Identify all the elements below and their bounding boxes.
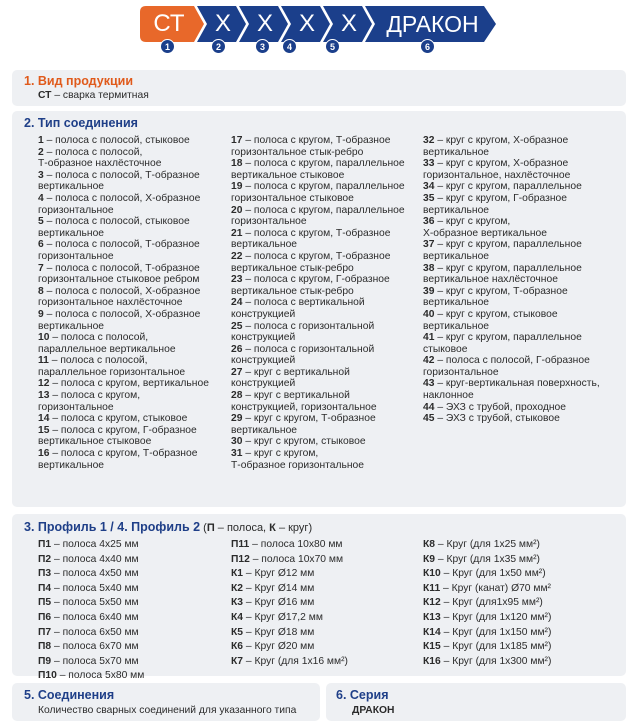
profile-code: П8 bbox=[38, 641, 52, 653]
connection-type-desc: – круг с кругом, параллельное вертикальное нахлёсточное bbox=[423, 262, 582, 286]
connection-type-code: 30 bbox=[231, 436, 243, 448]
profile-code: К9 bbox=[423, 553, 436, 565]
connection-type-desc: – круг с кругом, параллельное bbox=[434, 181, 582, 193]
profile-code: П12 bbox=[231, 553, 250, 565]
profile-desc: – Круг Ø14 мм bbox=[243, 582, 315, 594]
connection-type-desc: – полоса с кругом, Т-образное вертикальное стык-ребро bbox=[231, 250, 391, 274]
profile-item bbox=[38, 611, 144, 626]
connection-type-desc: – ЭХЗ с трубой, проходное bbox=[434, 401, 566, 413]
connection-type-code: 12 bbox=[38, 378, 50, 390]
connection-type-item bbox=[231, 344, 426, 367]
connection-type-code: 34 bbox=[423, 181, 435, 193]
profile-desc: – Круг (для 1х35 мм²) bbox=[435, 553, 540, 565]
profile-item bbox=[231, 626, 348, 641]
connection-type-code: 28 bbox=[231, 390, 243, 402]
profile-item bbox=[38, 655, 144, 670]
profile-item bbox=[423, 538, 551, 553]
profile-desc: – полоса 5х50 мм bbox=[51, 597, 139, 609]
profile-desc: – полоса 5х40 мм bbox=[51, 582, 139, 594]
profile-item bbox=[231, 655, 348, 670]
profile-code: К12 bbox=[423, 597, 441, 609]
profile-code: П3 bbox=[38, 568, 52, 580]
connection-type-desc: – круг с вертикальной конструкцией, горизонтальное bbox=[231, 390, 377, 413]
connection-type-code: 13 bbox=[38, 390, 50, 402]
segment-number-5: 5 bbox=[325, 39, 340, 54]
connection-type-code: 9 bbox=[38, 308, 44, 320]
connections-desc: Количество сварных соединений для указанного типа bbox=[38, 705, 297, 716]
connection-type-desc: – круг с кругом, параллельное вертикальное bbox=[423, 239, 582, 262]
segment-number-1: 1 bbox=[160, 39, 175, 54]
connection-type-code: 42 bbox=[423, 355, 435, 367]
connection-type-item bbox=[38, 216, 238, 239]
connection-type-item bbox=[231, 205, 426, 228]
connection-type-code: 2 bbox=[38, 146, 44, 158]
profile-desc: – Круг Ø18 мм bbox=[243, 626, 315, 638]
connection-type-desc: – полоса с кругом, стыковое bbox=[49, 413, 188, 425]
connections-panel bbox=[12, 683, 320, 721]
connection-type-code: 17 bbox=[231, 135, 243, 146]
profile-column-2 bbox=[231, 538, 348, 669]
profile-item bbox=[423, 640, 551, 655]
profile-item bbox=[423, 567, 551, 582]
connection-type-code: 35 bbox=[423, 192, 435, 204]
profile-code: К14 bbox=[423, 626, 441, 638]
profile-code: П9 bbox=[38, 655, 52, 667]
connection-type-item bbox=[423, 413, 623, 425]
connection-type-code: 5 bbox=[38, 216, 44, 228]
connection-type-item bbox=[231, 181, 426, 204]
connection-type-desc: – круг с кругом, Т-образное горизонтальное bbox=[231, 448, 364, 471]
profile-code: П4 bbox=[38, 582, 52, 594]
connection-type-item bbox=[423, 286, 623, 309]
connection-type-item bbox=[231, 135, 426, 158]
profile-item bbox=[423, 611, 551, 626]
profile-code: П1 bbox=[38, 539, 52, 550]
connection-type-title: 2. Тип соединения bbox=[24, 116, 138, 130]
profile-desc: – Круг Ø17,2 мм bbox=[243, 611, 323, 623]
connection-type-desc: – круг с кругом, Т-образное вертикальное bbox=[423, 285, 568, 309]
connection-type-code: 8 bbox=[38, 285, 44, 297]
connection-type-item bbox=[231, 390, 426, 413]
connection-type-item bbox=[423, 239, 623, 262]
connection-type-item bbox=[231, 367, 426, 390]
connection-type-code: 38 bbox=[423, 262, 435, 274]
profile-desc: – Круг (для 1х16 мм²) bbox=[243, 655, 348, 667]
connection-type-item bbox=[423, 216, 623, 239]
series-value: ДРАКОН bbox=[352, 705, 395, 716]
profile-desc: – Круг (для 1х150 мм²) bbox=[440, 626, 552, 638]
connection-type-desc: – полоса с вертикальной конструкцией bbox=[231, 297, 365, 320]
profile-desc: – полоса 6х70 мм bbox=[51, 641, 139, 653]
profile-desc: – полоса 10х70 мм bbox=[249, 553, 344, 565]
profile-item bbox=[231, 640, 348, 655]
connection-type-desc: – полоса с кругом, горизонтальное bbox=[38, 390, 141, 413]
connection-type-desc: – круг с кругом, Х-образное горизонтальное, нахлёсточное bbox=[423, 158, 571, 181]
profile-item bbox=[423, 553, 551, 568]
profile-title-line bbox=[24, 520, 312, 534]
profile-desc: – полоса 4х25 мм bbox=[51, 539, 139, 550]
connection-type-desc: – круг с кругом, Г-образное вертикальное bbox=[423, 192, 567, 216]
profile-desc: – полоса 5х70 мм bbox=[51, 655, 139, 667]
connection-type-desc: – полоса с полосой, Т-образное горизонтальное bbox=[38, 239, 200, 262]
profile-item bbox=[231, 538, 348, 553]
connection-type-item bbox=[38, 239, 238, 262]
profile-column-3 bbox=[423, 538, 551, 669]
profile-item bbox=[423, 596, 551, 611]
profile-desc: – полоса 10х80 мм bbox=[249, 539, 343, 550]
connection-type-code: 6 bbox=[38, 239, 44, 251]
profile-code: К2 bbox=[231, 582, 244, 594]
connection-type-code: 16 bbox=[38, 448, 50, 460]
connection-type-desc: – полоса с кругом, параллельное горизонтальное bbox=[231, 204, 405, 228]
connection-type-desc: – полоса с полосой, Х-образное горизонтальное bbox=[38, 192, 201, 216]
product-type-line bbox=[38, 90, 149, 102]
connection-type-desc: – ЭХЗ с трубой, стыковое bbox=[434, 413, 560, 425]
profile-desc: – полоса 6х40 мм bbox=[51, 611, 139, 623]
connection-type-code: 32 bbox=[423, 135, 435, 146]
connection-type-desc: – полоса с горизонтальной конструкцией bbox=[231, 320, 375, 344]
connection-type-desc: – полоса с кругом, параллельное горизонтальное стыковое bbox=[231, 181, 405, 204]
profile-code: К6 bbox=[231, 641, 244, 653]
connection-type-code: 3 bbox=[38, 169, 44, 181]
connection-type-item bbox=[423, 332, 623, 355]
profile-legend bbox=[200, 522, 312, 534]
connection-type-item bbox=[38, 147, 238, 170]
profile-code: К16 bbox=[423, 655, 441, 667]
connection-type-item bbox=[231, 297, 426, 320]
profile-desc: – полоса 4х40 мм bbox=[51, 553, 139, 565]
connection-column-1 bbox=[38, 135, 238, 471]
connection-type-item bbox=[38, 170, 238, 193]
connection-type-panel bbox=[12, 111, 626, 507]
connection-type-item bbox=[231, 436, 426, 448]
connection-type-code: 29 bbox=[231, 413, 243, 425]
legend-p: П bbox=[206, 522, 215, 534]
segment-number-6: 6 bbox=[420, 39, 435, 54]
profile-desc: – Круг (для 1х50 мм²) bbox=[440, 568, 546, 580]
profile-desc: – Круг (для 1х185 мм²) bbox=[440, 641, 552, 653]
connection-type-code: 20 bbox=[231, 204, 243, 216]
connection-type-code: 24 bbox=[231, 297, 243, 309]
connection-type-code: 26 bbox=[231, 343, 243, 355]
profile-desc: – Круг Ø16 мм bbox=[243, 597, 315, 609]
profile-column-1 bbox=[38, 538, 144, 684]
connection-type-code: 39 bbox=[423, 285, 435, 297]
profile-item bbox=[38, 640, 144, 655]
connection-type-item bbox=[38, 135, 238, 147]
connection-type-item bbox=[38, 413, 238, 425]
connection-type-item bbox=[423, 158, 623, 181]
profile-code: П5 bbox=[38, 597, 52, 609]
profile-code: К13 bbox=[423, 611, 441, 623]
profile-code: К4 bbox=[231, 611, 244, 623]
connection-type-code: 11 bbox=[38, 355, 49, 367]
profile-item bbox=[423, 626, 551, 641]
connection-type-item bbox=[423, 193, 623, 216]
connection-type-code: 27 bbox=[231, 366, 243, 378]
connection-type-desc: – полоса с полосой, Г-образное горизонтальное bbox=[423, 355, 590, 378]
connection-type-code: 23 bbox=[231, 274, 243, 286]
connection-type-item bbox=[423, 378, 623, 401]
connection-type-code: 36 bbox=[423, 216, 435, 228]
profile-code: К10 bbox=[423, 568, 441, 580]
segment-number-3: 3 bbox=[255, 39, 270, 54]
product-type-title: 1. Вид продукции bbox=[24, 74, 134, 88]
profile-code: К7 bbox=[231, 655, 244, 667]
segment-label-6: ДРАКОН bbox=[386, 10, 479, 37]
connection-type-code: 40 bbox=[423, 308, 435, 320]
legend-k: К bbox=[269, 522, 276, 534]
connection-type-item bbox=[38, 390, 238, 413]
connection-type-desc: – полоса с горизонтальной конструкцией bbox=[231, 343, 375, 367]
connection-type-desc: – круг с вертикальной конструкцией bbox=[231, 366, 350, 390]
profile-item bbox=[231, 582, 348, 597]
connection-type-desc: – полоса с кругом, Т-образное вертикальное bbox=[231, 227, 391, 251]
connection-type-desc: – полоса с кругом, параллельное вертикальное стыковое bbox=[231, 158, 405, 181]
product-type-code: СТ bbox=[38, 90, 52, 101]
connection-type-desc: – круг с кругом, стыковое bbox=[242, 436, 366, 448]
profile-desc: – Круг (для1х95 мм²) bbox=[440, 597, 543, 609]
connection-type-item bbox=[231, 158, 426, 181]
connection-type-item bbox=[423, 135, 623, 158]
profile-item bbox=[423, 582, 551, 597]
connection-type-item bbox=[38, 448, 238, 471]
connection-column-3 bbox=[423, 135, 623, 425]
connection-type-code: 7 bbox=[38, 262, 44, 274]
profile-code: К11 bbox=[423, 582, 441, 594]
profile-desc: – полоса 5х80 мм bbox=[56, 670, 145, 682]
series-panel bbox=[326, 683, 626, 721]
connection-type-desc: – полоса с полосой, Х-образное горизонтальное нахлёсточное bbox=[38, 285, 201, 309]
connection-type-item bbox=[38, 286, 238, 309]
profile-desc: – полоса 4х50 мм bbox=[51, 568, 139, 580]
product-type-panel bbox=[12, 70, 626, 106]
connection-type-code: 25 bbox=[231, 320, 243, 332]
connection-type-item bbox=[423, 181, 623, 193]
profile-item bbox=[38, 669, 144, 684]
connection-type-desc: – полоса с полосой, Х-образное вертикальное bbox=[38, 308, 201, 332]
connection-column-2 bbox=[231, 135, 426, 471]
profile-item bbox=[423, 655, 551, 670]
connection-type-desc: – полоса с полосой, стыковое вертикальное bbox=[38, 216, 190, 239]
connection-type-code: 33 bbox=[423, 158, 435, 170]
profile-desc: – Круг Ø20 мм bbox=[243, 641, 315, 653]
profile-code: К3 bbox=[231, 597, 244, 609]
connection-type-code: 19 bbox=[231, 181, 243, 193]
profile-code: К1 bbox=[231, 568, 244, 580]
connection-type-item bbox=[38, 193, 238, 216]
connection-type-desc: – полоса с полосой, Т-образное горизонтальное стыковое ребром bbox=[38, 262, 200, 286]
connection-type-code: 31 bbox=[231, 448, 243, 460]
profile-desc: – Круг (для 1х120 мм²) bbox=[440, 611, 552, 623]
legend-mid: – полоса, bbox=[214, 522, 270, 534]
segment-number-2: 2 bbox=[211, 39, 226, 54]
connection-type-desc: – полоса с полосой, параллельное вертикальное bbox=[38, 332, 176, 355]
connection-type-code: 18 bbox=[231, 158, 243, 170]
connection-type-desc: – круг-вертикальная поверхность, наклонное bbox=[423, 378, 600, 402]
segment-label-1: СТ bbox=[153, 10, 185, 37]
connection-type-item bbox=[231, 321, 426, 344]
connection-type-code: 43 bbox=[423, 378, 435, 390]
segment-number-4: 4 bbox=[282, 39, 297, 54]
profile-item bbox=[38, 567, 144, 582]
connection-type-item bbox=[38, 332, 238, 355]
profile-desc: – Круг (канат) Ø70 мм² bbox=[440, 582, 551, 594]
profile-item bbox=[38, 553, 144, 568]
connection-type-item bbox=[231, 448, 426, 471]
connection-type-desc: – круг с кругом, Х-образное вертикальное bbox=[423, 216, 547, 239]
profile-panel bbox=[12, 514, 626, 682]
profile-item bbox=[38, 582, 144, 597]
connection-type-item bbox=[231, 251, 426, 274]
profile-desc: – Круг Ø12 мм bbox=[243, 568, 315, 580]
connection-type-code: 14 bbox=[38, 413, 50, 425]
segment-label-3: X bbox=[256, 10, 273, 37]
connection-type-desc: – круг с кругом, стыковое вертикальное bbox=[423, 308, 558, 332]
connection-type-desc: – полоса с кругом, Т-образное вертикальное bbox=[38, 448, 198, 471]
connection-type-item bbox=[38, 355, 238, 378]
connection-type-item bbox=[38, 309, 238, 332]
connection-type-desc: – полоса с полосой, Т-образное нахлёсточное bbox=[38, 146, 162, 170]
legend-close: – круг) bbox=[275, 522, 313, 534]
profile-item bbox=[231, 567, 348, 582]
profile-code: П6 bbox=[38, 611, 52, 623]
profile-code: П2 bbox=[38, 553, 52, 565]
segment-label-5: X bbox=[340, 10, 357, 37]
profile-item bbox=[231, 611, 348, 626]
product-code-header bbox=[0, 0, 637, 68]
connection-type-code: 4 bbox=[38, 192, 44, 204]
connection-type-code: 22 bbox=[231, 250, 243, 262]
profile-desc: – Круг (для 1х25 мм²) bbox=[435, 539, 540, 550]
profile-desc: – Круг (для 1х300 мм²) bbox=[440, 655, 552, 667]
connection-type-item bbox=[231, 274, 426, 297]
connection-type-code: 44 bbox=[423, 401, 435, 413]
connection-type-code: 10 bbox=[38, 332, 50, 344]
connection-type-desc: – полоса с полосой, Т-образное вертикальное bbox=[38, 169, 200, 193]
connection-type-item bbox=[38, 378, 238, 390]
connection-type-desc: – полоса с полосой, стыковое bbox=[43, 135, 190, 146]
profile-desc: – полоса 6х50 мм bbox=[51, 626, 139, 638]
connection-type-code: 45 bbox=[423, 413, 435, 425]
connection-type-item bbox=[38, 425, 238, 448]
profile-code: П7 bbox=[38, 626, 52, 638]
connection-type-desc: – круг с кругом, Т-образное вертикальное bbox=[231, 413, 376, 436]
connection-type-code: 21 bbox=[231, 227, 243, 239]
connection-type-item bbox=[423, 309, 623, 332]
connection-type-item bbox=[423, 355, 623, 378]
connection-type-desc: – полоса с кругом, Т-образное горизонтальное стык-ребро bbox=[231, 135, 391, 158]
profile-code: К5 bbox=[231, 626, 244, 638]
segment-label-4: X bbox=[298, 10, 315, 37]
profile-code: П10 bbox=[38, 670, 57, 682]
connection-type-desc: – полоса с полосой, параллельное горизонтальное bbox=[38, 355, 186, 378]
profile-item bbox=[38, 538, 144, 553]
profile-item bbox=[38, 626, 144, 641]
connection-type-desc: – полоса с кругом, Г-образное вертикальное стыковое bbox=[38, 424, 197, 448]
connection-type-desc: – круг с кругом, Х-образное вертикальное bbox=[423, 135, 569, 158]
connection-type-item bbox=[38, 263, 238, 286]
profile-item bbox=[38, 596, 144, 611]
connection-type-code: 37 bbox=[423, 239, 435, 251]
connections-title: 5. Соединения bbox=[24, 688, 115, 702]
connection-type-desc: – полоса с кругом, Г-образное вертикальное стык-ребро bbox=[231, 274, 390, 297]
connection-type-code: 15 bbox=[38, 424, 50, 436]
profile-title: 3. Профиль 1 / 4. Профиль 2 bbox=[24, 520, 201, 534]
profile-item bbox=[231, 596, 348, 611]
connection-type-item bbox=[231, 413, 426, 436]
connection-type-item bbox=[423, 263, 623, 286]
connection-type-code: 1 bbox=[38, 135, 44, 146]
series-title: 6. Серия bbox=[336, 688, 389, 702]
connection-type-item bbox=[423, 402, 623, 414]
connection-type-code: 41 bbox=[423, 332, 435, 344]
connection-type-desc: – полоса с кругом, вертикальное bbox=[49, 378, 209, 390]
connection-type-desc: – круг с кругом, параллельное стыковое bbox=[423, 332, 582, 355]
profile-code: П11 bbox=[231, 539, 250, 550]
product-type-desc: – сварка термитная bbox=[51, 90, 149, 101]
segment-label-2: X bbox=[214, 10, 231, 37]
profile-code: К15 bbox=[423, 641, 441, 653]
legend-open: ( bbox=[200, 522, 207, 534]
profile-item bbox=[231, 553, 348, 568]
profile-code: К8 bbox=[423, 539, 436, 550]
connection-type-item bbox=[231, 228, 426, 251]
